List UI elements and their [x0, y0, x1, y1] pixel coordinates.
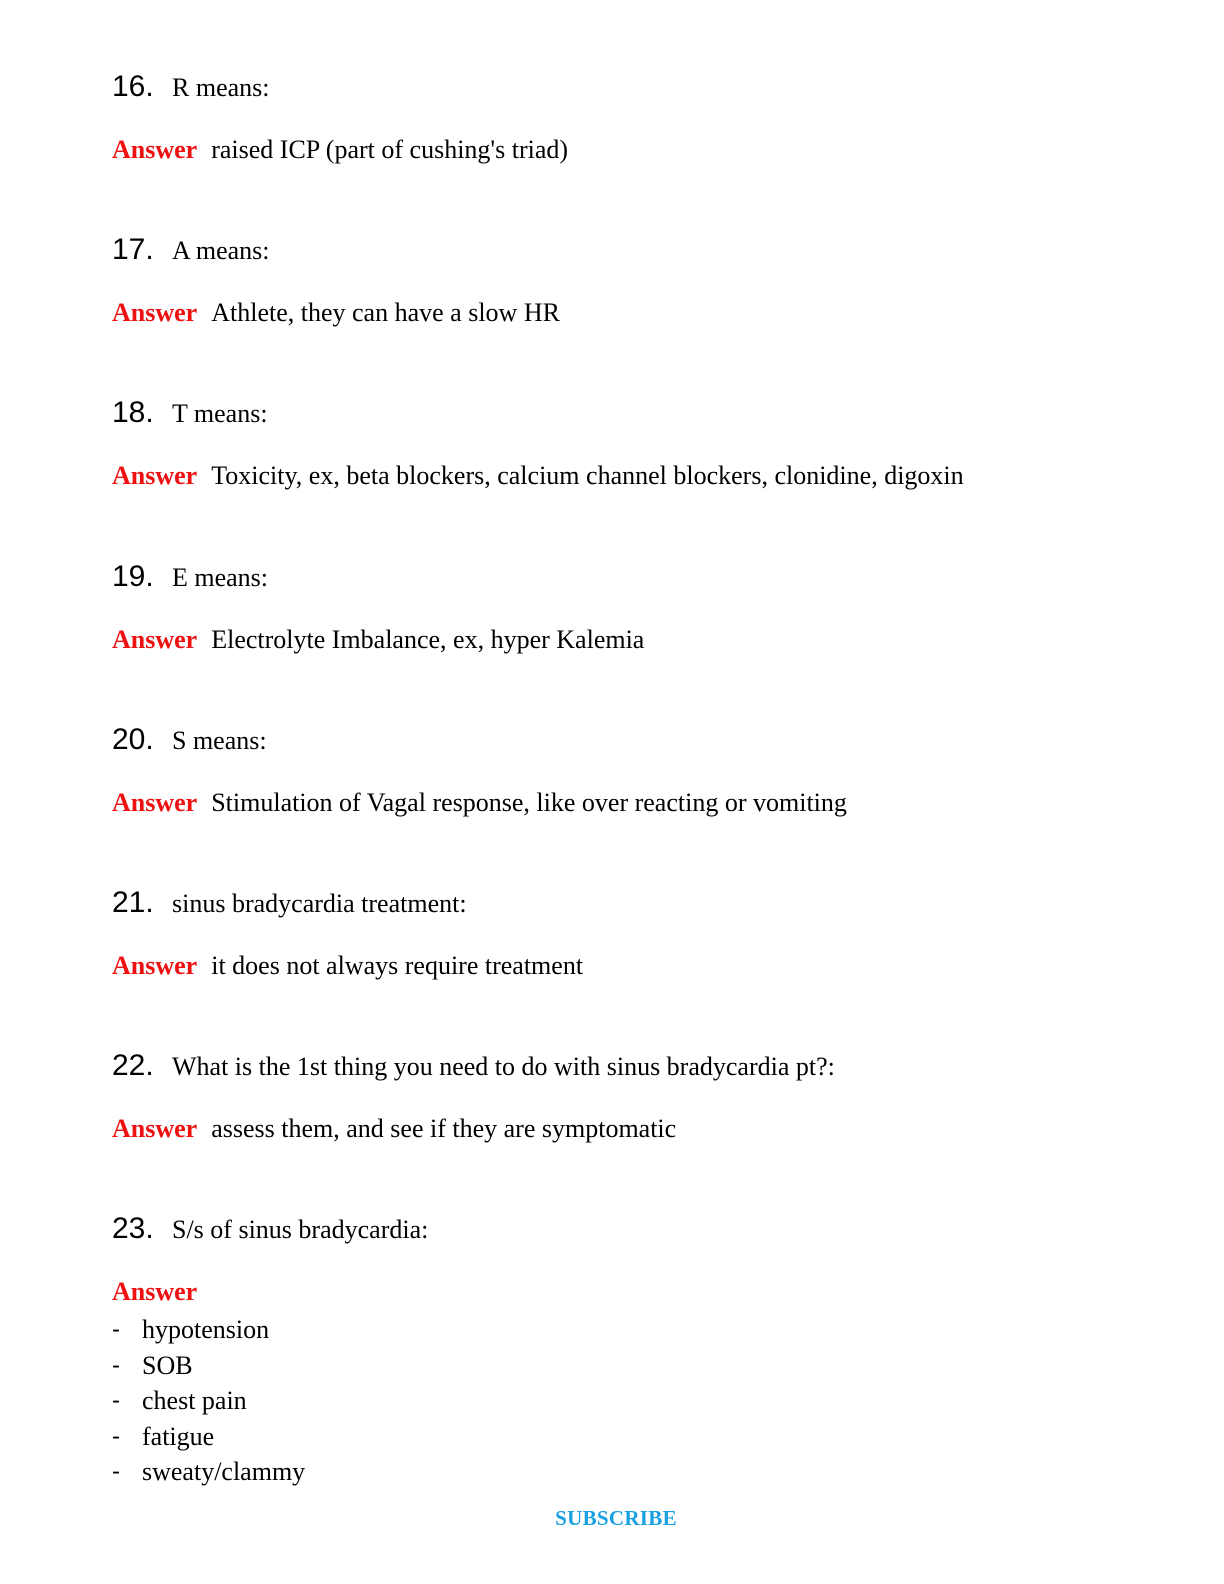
answer — [112, 135, 568, 165]
answer-text: raised ICP (part of cushing's triad) — [211, 135, 569, 164]
question — [112, 886, 1112, 926]
question — [112, 723, 1112, 763]
question-number: 20. — [112, 723, 154, 756]
question-text: What is the 1st thing you need to do with sinus bradycardia pt?: — [172, 1052, 835, 1081]
answer-label: Answer — [112, 625, 198, 654]
qa-item — [112, 70, 1112, 164]
qa-item — [112, 1212, 1112, 1487]
question-number: 22. — [112, 1049, 154, 1082]
answer — [112, 1277, 211, 1307]
answer-label: Answer — [112, 1114, 198, 1143]
list-item — [112, 1348, 305, 1384]
question — [112, 1212, 1112, 1252]
list-item — [112, 1383, 305, 1419]
answer-text: Stimulation of Vagal response, like over reacting or vomiting — [211, 788, 847, 817]
answer-text: it does not always require treatment — [211, 951, 584, 980]
question — [112, 70, 1112, 110]
question-text: R means: — [172, 73, 270, 102]
question-text: S/s of sinus bradycardia: — [172, 1215, 429, 1244]
answer-label: Answer — [112, 135, 198, 164]
question — [112, 396, 1112, 436]
answer-text: Electrolyte Imbalance, ex, hyper Kalemia — [211, 625, 645, 654]
question — [112, 560, 1112, 600]
list-item — [112, 1419, 305, 1455]
qa-item — [112, 886, 1112, 980]
question-text: E means: — [172, 563, 269, 592]
qa-item — [112, 233, 1112, 327]
answer — [112, 788, 847, 818]
answer-text: Athlete, they can have a slow HR — [211, 298, 560, 327]
answer-label: Answer — [112, 951, 198, 980]
question-number: 16. — [112, 70, 154, 103]
answer-label: Answer — [112, 461, 198, 490]
question-text: T means: — [172, 399, 268, 428]
question-number: 17. — [112, 233, 154, 266]
question — [112, 233, 1112, 273]
answer-label: Answer — [112, 1277, 198, 1306]
answer-text: assess them, and see if they are symptomatic — [211, 1114, 677, 1143]
list-item-text: chest pain — [142, 1386, 247, 1416]
answer-label: Answer — [112, 788, 198, 817]
question-text: A means: — [172, 236, 270, 265]
dash-marker: - — [112, 1458, 120, 1486]
answer-text: Toxicity, ex, beta blockers, calcium channel blockers, clonidine, digoxin — [211, 461, 964, 490]
question-number: 21. — [112, 886, 154, 919]
list-item — [112, 1312, 305, 1348]
question — [112, 1049, 1112, 1089]
qa-item — [112, 723, 1112, 817]
answer-list — [112, 1312, 305, 1490]
list-item-text: fatigue — [142, 1421, 215, 1451]
question-number: 23. — [112, 1212, 154, 1245]
list-item-text: hypotension — [142, 1315, 270, 1344]
answer — [112, 951, 583, 981]
list-item — [112, 1454, 305, 1490]
qa-item — [112, 560, 1112, 654]
answer — [112, 461, 964, 491]
dash-marker: - — [112, 1387, 120, 1415]
subscribe-link[interactable]: SUBSCRIBE — [555, 1506, 677, 1530]
qa-item — [112, 1049, 1112, 1143]
answer-label: Answer — [112, 298, 198, 327]
answer — [112, 625, 644, 655]
list-item-text: sweaty/clammy — [142, 1457, 306, 1487]
qa-item — [112, 396, 1112, 490]
question-number: 19. — [112, 560, 154, 593]
list-item-text: SOB — [142, 1350, 193, 1380]
dash-marker: - — [112, 1422, 120, 1450]
question-number: 18. — [112, 396, 154, 429]
dash-marker: - — [112, 1351, 120, 1379]
question-text: S means: — [172, 726, 267, 755]
answer — [112, 298, 560, 328]
dash-marker: - — [112, 1316, 120, 1343]
answer — [112, 1114, 676, 1144]
question-text: sinus bradycardia treatment: — [172, 889, 467, 918]
